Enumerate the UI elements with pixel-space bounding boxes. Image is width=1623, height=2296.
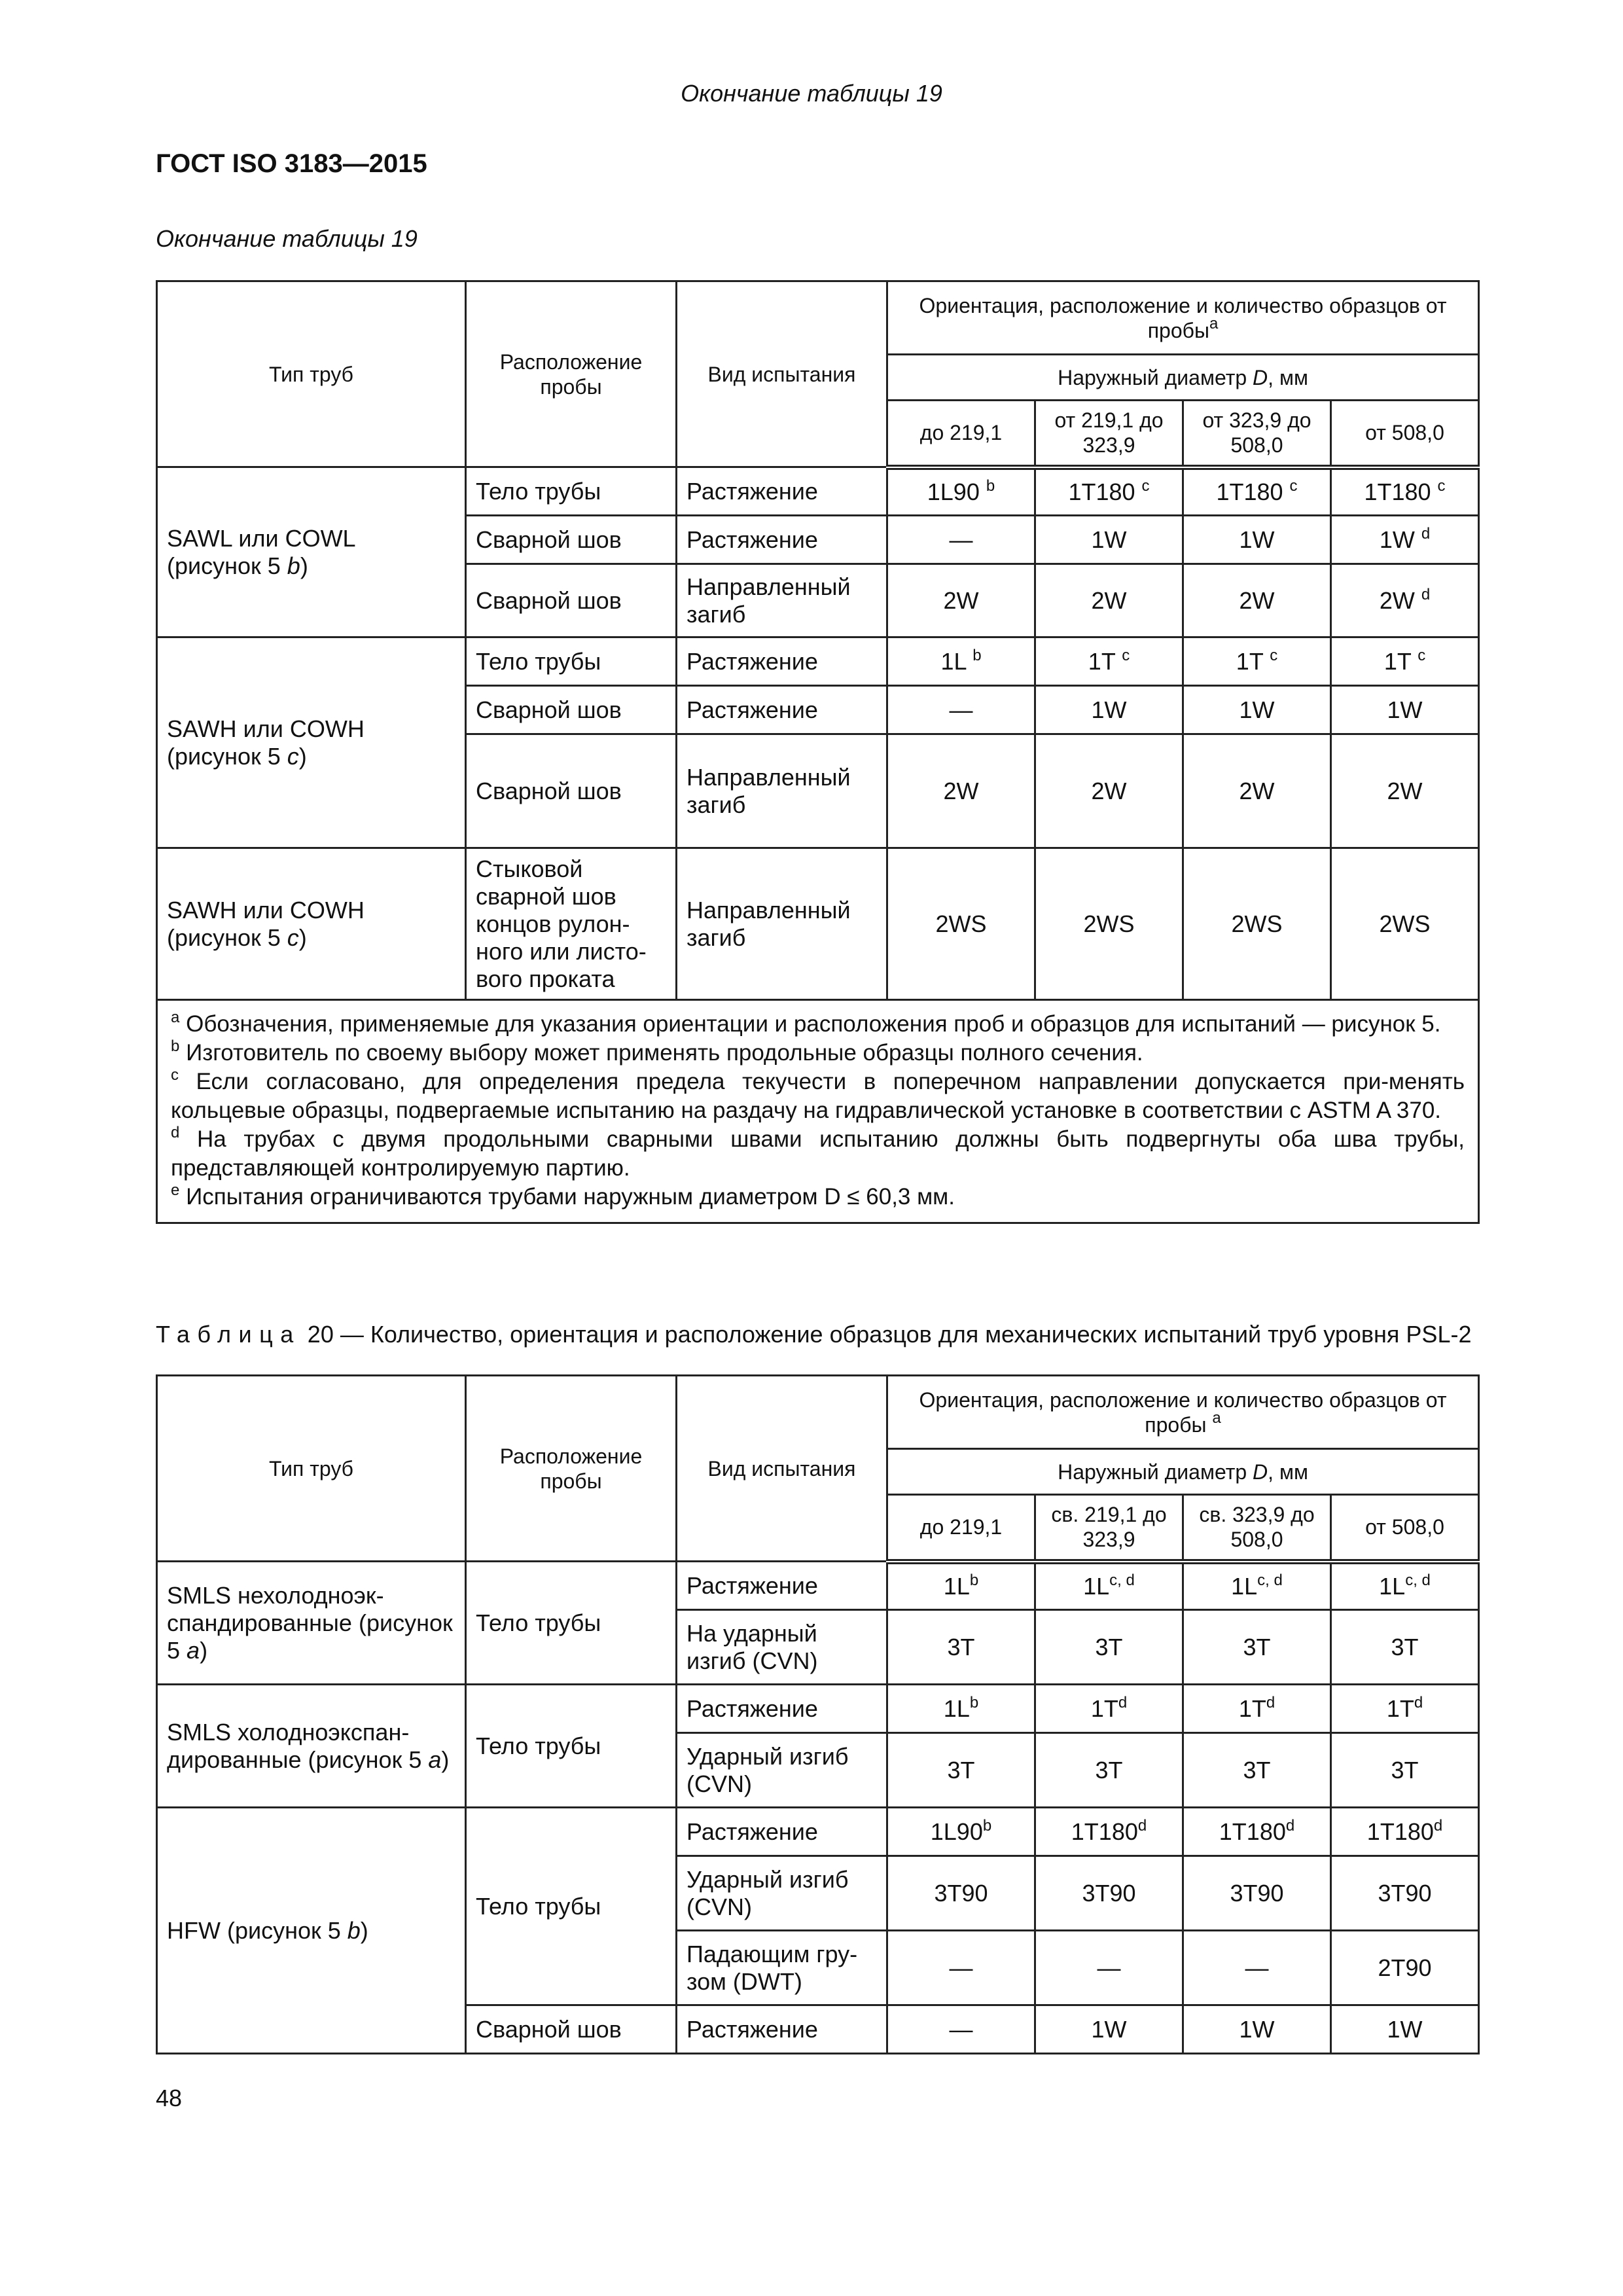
footnote: $^e$ Испытания ограничиваются трубами наружным диаметром D ≤ 60,3 мм. xyxy=(171,1181,955,1210)
specimen-cell: 3T xyxy=(1035,1610,1183,1685)
specimen-cell: — xyxy=(887,2005,1035,2054)
table-20 xyxy=(156,1374,1480,2054)
sample-location-cell: Стыковой сварной шов концов рулон-ного или листо-вого проката xyxy=(466,848,677,1000)
specimen-cell: 2W xyxy=(887,734,1035,848)
sample-location-cell: Сварной шов xyxy=(466,516,677,564)
running-head: Окончание таблицы 19 xyxy=(681,80,942,107)
header-diameter-range: до 219,1 xyxy=(887,1495,1035,1562)
specimen-cell: 1T180$^d$ xyxy=(1183,1808,1331,1856)
specimen-cell: 3T xyxy=(887,1610,1035,1685)
test-type-cell: Растяжение xyxy=(677,1562,887,1610)
pipe-type-cell: SMLS нехолодноэк-спандированные (рисунок 5 a) xyxy=(157,1562,466,1685)
specimen-cell: 1T180$^d$ xyxy=(1035,1808,1183,1856)
pipe-type-cell: HFW (рисунок 5 b) xyxy=(157,1808,466,2054)
specimen-cell: 1T180 $^c$ xyxy=(1035,467,1183,516)
specimen-cell: 3T xyxy=(1035,1733,1183,1808)
header-diameter-range: от 323,9 до 508,0 xyxy=(1183,401,1331,467)
specimen-cell: 2WS xyxy=(1331,848,1479,1000)
footnote-marker: a xyxy=(1212,1408,1221,1427)
footnote-marker: a xyxy=(1209,314,1219,332)
test-type-cell: Растяжение xyxy=(677,637,887,686)
specimen-cell: 2WS xyxy=(887,848,1035,1000)
specimen-cell: 1W $^d$ xyxy=(1331,516,1479,564)
specimen-cell: — xyxy=(887,1931,1035,2005)
specimen-cell: $1L^{c, d}$ xyxy=(1331,1562,1479,1610)
specimen-cell: 1T180 $^c$ xyxy=(1183,467,1331,516)
test-type-cell: Растяжение xyxy=(677,1685,887,1733)
specimen-cell: 2W $^d$ xyxy=(1331,564,1479,637)
specimen-cell: 1T $^c$ xyxy=(1183,637,1331,686)
specimen-cell: 3T90 xyxy=(1183,1856,1331,1931)
specimen-cell: 3T xyxy=(1331,1610,1479,1685)
test-type-cell: Растяжение xyxy=(677,2005,887,2054)
pipe-type-cell: SAWH или COWH (рисунок 5 c) xyxy=(157,848,466,1000)
header-diameter-range: св. 219,1 до 323,9 xyxy=(1035,1495,1183,1562)
specimen-cell: 1T $^c$ xyxy=(1035,637,1183,686)
test-type-cell: Растяжение xyxy=(677,516,887,564)
page-number: 48 xyxy=(156,2085,183,2111)
table-row xyxy=(157,467,1479,516)
header-sample-location: Расположение пробы xyxy=(466,281,677,467)
footnote-marker: c xyxy=(171,1066,179,1084)
header-pipe-type: Тип труб xyxy=(157,281,466,467)
header-outer-diameter: Наружный диаметр D, мм xyxy=(887,1449,1479,1495)
footnote: $^b$ Изготовитель по своему выбору может применять продольные образцы полного сечения. xyxy=(171,1037,1143,1066)
specimen-cell: — xyxy=(1035,1931,1183,2005)
test-type-cell: Растяжение xyxy=(677,1808,887,1856)
pipe-type-cell: SAWL или COWL (рисунок 5 b) xyxy=(157,467,466,637)
footnote-marker: e xyxy=(171,1181,180,1199)
header-orientation-group: Ориентация, расположение и количество образцов от пробы $^a$ xyxy=(887,1376,1479,1449)
header-diameter-range: от 219,1 до 323,9 xyxy=(1035,401,1183,467)
specimen-cell: $1L^{c, d}$ xyxy=(1183,1562,1331,1610)
test-type-cell: Растяжение xyxy=(677,467,887,516)
specimen-cell: $1L^b$ xyxy=(887,1685,1035,1733)
specimen-cell: 1W xyxy=(1183,2005,1331,2054)
test-type-cell: Направленный загиб xyxy=(677,848,887,1000)
table-row xyxy=(157,848,1479,1000)
footnote: $^d$ На трубах с двумя продольными сварными швами испытанию должны быть подвергнуты оба шва трубы, представляющей контролируемую партию. xyxy=(171,1124,1465,1181)
specimen-cell: 3T90 xyxy=(1331,1856,1479,1931)
test-type-cell: Направленный загиб xyxy=(677,564,887,637)
specimen-cell: 1W xyxy=(1035,2005,1183,2054)
header-outer-diameter: Наружный диаметр D, мм xyxy=(887,355,1479,401)
document-code: ГОСТ ISO 3183—2015 xyxy=(156,149,427,178)
test-type-cell: Ударный изгиб (CVN) xyxy=(677,1733,887,1808)
sample-location-cell: Тело трубы xyxy=(466,1562,677,1685)
specimen-cell: $1L^b$ xyxy=(887,1562,1035,1610)
header-diameter-range: от 508,0 xyxy=(1331,1495,1479,1562)
sample-location-cell: Тело трубы xyxy=(466,637,677,686)
specimen-cell: 1L $^b$ xyxy=(887,637,1035,686)
sample-location-cell: Тело трубы xyxy=(466,467,677,516)
test-type-cell: На ударный изгиб (CVN) xyxy=(677,1610,887,1685)
header-diameter-range: св. 323,9 до 508,0 xyxy=(1183,1495,1331,1562)
header-pipe-type: Тип труб xyxy=(157,1376,466,1562)
specimen-cell: 2W xyxy=(1035,734,1183,848)
header-test-type: Вид испытания xyxy=(677,281,887,467)
specimen-cell: — xyxy=(887,516,1035,564)
pipe-type-cell: SAWH или COWH (рисунок 5 c) xyxy=(157,637,466,848)
footnote-marker: b xyxy=(171,1037,180,1055)
test-type-cell: Ударный изгиб (CVN) xyxy=(677,1856,887,1931)
table-20-caption: Таблица 20 — Количество, ориентация и расположение образцов для механических испытаний труб уровня PSL-2 xyxy=(156,1321,1472,1348)
specimen-cell: 3T xyxy=(1183,1610,1331,1685)
specimen-cell: — xyxy=(1183,1931,1331,2005)
specimen-cell: 1W xyxy=(1183,686,1331,734)
table-19-footnotes xyxy=(157,1000,1479,1223)
header-diameter-range: от 508,0 xyxy=(1331,401,1479,467)
footnote-marker: a xyxy=(171,1009,180,1026)
specimen-cell: 3T90 xyxy=(887,1856,1035,1931)
specimen-cell: 1L90 $^b$ xyxy=(887,467,1035,516)
specimen-cell: $1T^d$ xyxy=(1035,1685,1183,1733)
header-orientation-group: Ориентация, расположение и количество образцов от пробы$^a$ xyxy=(887,281,1479,355)
specimen-cell: 2WS xyxy=(1035,848,1183,1000)
specimen-cell: 3T xyxy=(1331,1733,1479,1808)
specimen-cell: 1W xyxy=(1035,686,1183,734)
header-test-type: Вид испытания xyxy=(677,1376,887,1562)
sample-location-cell: Сварной шов xyxy=(466,686,677,734)
test-type-cell: Падающим гру-зом (DWT) xyxy=(677,1931,887,2005)
specimen-cell: $1T^d$ xyxy=(1183,1685,1331,1733)
specimen-cell: 1T180$^d$ xyxy=(1331,1808,1479,1856)
specimen-cell: 2W xyxy=(1331,734,1479,848)
footnote: $^a$ Обозначения, применяемые для указания ориентации и расположения проб и образцов для испытаний — рисунок 5. xyxy=(171,1009,1441,1037)
specimen-cell: 2WS xyxy=(1183,848,1331,1000)
specimen-cell: 2W xyxy=(1183,564,1331,637)
specimen-cell: — xyxy=(887,686,1035,734)
header-diameter-range: до 219,1 xyxy=(887,401,1035,467)
specimen-cell: 1W xyxy=(1035,516,1183,564)
specimen-cell: 2W xyxy=(1035,564,1183,637)
specimen-cell: 1W xyxy=(1331,2005,1479,2054)
pipe-type-cell: SMLS холодноэкспан-дированные (рисунок 5 a) xyxy=(157,1685,466,1808)
specimen-cell: $1L^{c, d}$ xyxy=(1035,1562,1183,1610)
specimen-cell: 3T90 xyxy=(1035,1856,1183,1931)
table-19-body xyxy=(157,467,1479,1000)
specimen-cell: 2W xyxy=(1183,734,1331,848)
footnote: $^c$ Если согласовано, для определения предела текучести в поперечном направлении допускается при-менять кольцевые образцы, подвергаемые испытанию на раздачу на гидравлической установке в соответствии с ASTM A 370. xyxy=(171,1066,1465,1123)
footnote-marker: d xyxy=(171,1124,180,1141)
specimen-cell: 2T90 xyxy=(1331,1931,1479,2005)
specimen-cell: 2W xyxy=(887,564,1035,637)
specimen-cell: 1T $^c$ xyxy=(1331,637,1479,686)
specimen-cell: 3T xyxy=(1183,1733,1331,1808)
table-19 xyxy=(156,280,1480,1224)
sample-location-cell: Тело трубы xyxy=(466,1685,677,1808)
specimen-cell: 1W xyxy=(1331,686,1479,734)
specimen-cell: 1L90$^b$ xyxy=(887,1808,1035,1856)
sample-location-cell: Тело трубы xyxy=(466,1808,677,2005)
header-sample-location: Расположение пробы xyxy=(466,1376,677,1562)
sample-location-cell: Сварной шов xyxy=(466,734,677,848)
specimen-cell: 1T180 $^c$ xyxy=(1331,467,1479,516)
sample-location-cell: Сварной шов xyxy=(466,564,677,637)
table-19-caption: Окончание таблицы 19 xyxy=(156,225,418,252)
specimen-cell: $1T^d$ xyxy=(1331,1685,1479,1733)
sample-location-cell: Сварной шов xyxy=(466,2005,677,2054)
table-row xyxy=(157,637,1479,686)
specimen-cell: 1W xyxy=(1183,516,1331,564)
specimen-cell: 3T xyxy=(887,1733,1035,1808)
test-type-cell: Направленный загиб xyxy=(677,734,887,848)
test-type-cell: Растяжение xyxy=(677,686,887,734)
